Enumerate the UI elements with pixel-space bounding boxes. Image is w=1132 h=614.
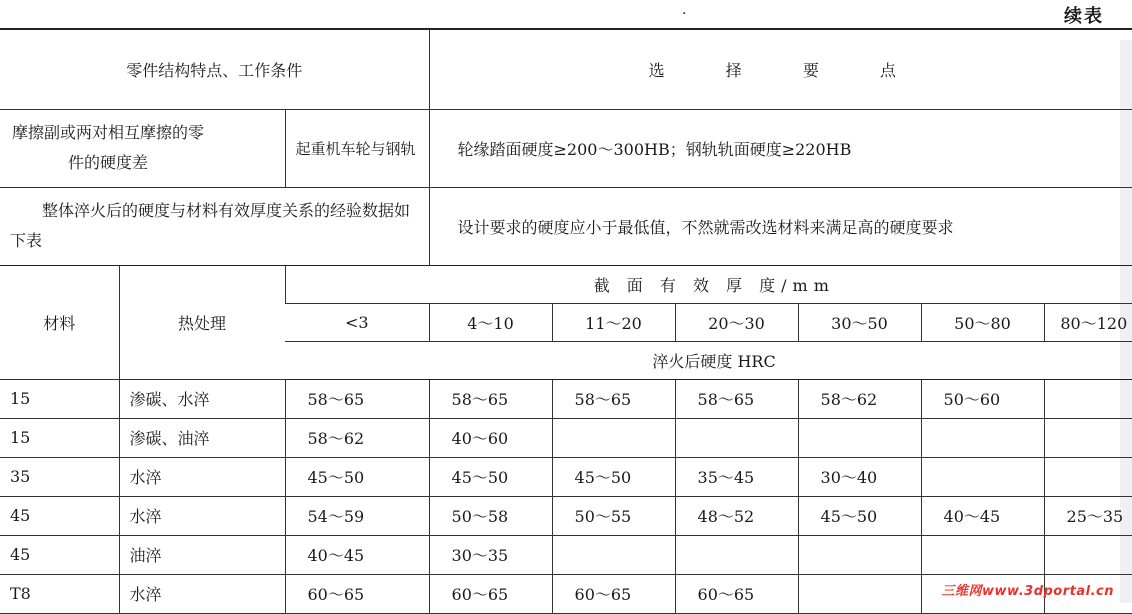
hardness-cell: [921, 457, 1044, 496]
friction-condition: 起重机车轮与钢轨: [285, 109, 429, 187]
material-cell: T8: [0, 574, 119, 613]
continuation-label: 续表: [1064, 6, 1104, 27]
header-conditions: 零件结构特点、工作条件: [0, 29, 429, 109]
thickness-range: <3: [285, 303, 429, 341]
quench-point: 设计要求的硬度应小于最低值，不然就需改选材料来满足高的硬度要求: [429, 187, 1132, 265]
hardness-cell: 60～65: [675, 574, 798, 613]
treatment-cell: 水淬: [119, 574, 285, 613]
hardness-cell: 50～58: [429, 496, 552, 535]
hardness-cell: 60～65: [429, 574, 552, 613]
col-material-header: 材料: [0, 265, 119, 379]
hardness-cell: 54～59: [285, 496, 429, 535]
hardness-cell: [798, 418, 921, 457]
hardness-cell: 30～35: [429, 535, 552, 574]
hardness-cell: [1044, 379, 1132, 418]
hardness-cell: 60～65: [552, 574, 675, 613]
treatment-cell: 渗碳、水淬: [119, 379, 285, 418]
hardness-cell: 45～50: [798, 496, 921, 535]
hardness-cell: 58～65: [429, 379, 552, 418]
col-heat-treatment-header: 热处理: [119, 265, 285, 379]
thickness-range: 80～120: [1044, 303, 1132, 341]
material-cell: 15: [0, 418, 119, 457]
quench-row: [0, 187, 1132, 265]
material-cell: 45: [0, 535, 119, 574]
hardness-cell: [1044, 418, 1132, 457]
treatment-cell: 水淬: [119, 496, 285, 535]
table-row: [0, 418, 1132, 457]
stray-mark: ·: [682, 6, 687, 22]
table-row: [0, 457, 1132, 496]
hardness-cell: [921, 418, 1044, 457]
hardness-cell: 60～65: [285, 574, 429, 613]
treatment-cell: 渗碳、油淬: [119, 418, 285, 457]
thickness-header: 截 面 有 效 厚 度/mm: [285, 265, 1132, 303]
material-cell: 45: [0, 496, 119, 535]
hardness-cell: 48～52: [675, 496, 798, 535]
table-row: [0, 496, 1132, 535]
hardness-cell: 50～60: [921, 379, 1044, 418]
hardness-cell: [1044, 457, 1132, 496]
thickness-range: 50～80: [921, 303, 1044, 341]
friction-category: 摩擦副或两对相互摩擦的零件的硬度差: [0, 109, 285, 187]
thickness-range: 20～30: [675, 303, 798, 341]
header-selection-points: 选 择 要 点: [429, 29, 1132, 109]
subtable-header-row-1: [0, 265, 1132, 303]
hardness-cell: 40～45: [285, 535, 429, 574]
friction-point: 轮缘踏面硬度≥200～300HB；钢轨轨面硬度≥220HB: [429, 109, 1132, 187]
hardness-cell: 45～50: [429, 457, 552, 496]
table-row: [0, 535, 1132, 574]
hardness-cell: 40～45: [921, 496, 1044, 535]
treatment-cell: 水淬: [119, 457, 285, 496]
hardness-cell: 58～62: [798, 379, 921, 418]
hardness-cell: 35～45: [675, 457, 798, 496]
hardness-cell: 40～60: [429, 418, 552, 457]
friction-row: [0, 109, 1132, 187]
table-row: [0, 379, 1132, 418]
header-row: [0, 29, 1132, 109]
site-watermark: 三维网www.3dportal.cn: [941, 584, 1114, 599]
hardness-cell: [921, 535, 1044, 574]
hardness-cell: [552, 535, 675, 574]
hardness-cell: 30～40: [798, 457, 921, 496]
hardness-cell: 45～50: [552, 457, 675, 496]
hardness-cell: 50～55: [552, 496, 675, 535]
material-cell: 15: [0, 379, 119, 418]
hardness-cell: [798, 574, 921, 613]
quench-condition: 整体淬火后的硬度与材料有效厚度关系的经验数据如下表: [0, 187, 429, 265]
thickness-range: 4～10: [429, 303, 552, 341]
hardness-cell: [675, 418, 798, 457]
hardness-cell: 25～35: [1044, 496, 1132, 535]
hardness-cell: [798, 535, 921, 574]
treatment-cell: 油淬: [119, 535, 285, 574]
hardness-cell: [1044, 535, 1132, 574]
hardness-selection-table: [0, 28, 1132, 614]
hardness-cell: 58～65: [675, 379, 798, 418]
hardness-header: 淬火后硬度 HRC: [285, 341, 1132, 379]
hardness-cell: [552, 418, 675, 457]
material-cell: 35: [0, 457, 119, 496]
hardness-cell: [675, 535, 798, 574]
hardness-cell: 58～62: [285, 418, 429, 457]
hardness-cell: 58～65: [285, 379, 429, 418]
thickness-range: 30～50: [798, 303, 921, 341]
hardness-cell: 45～50: [285, 457, 429, 496]
thickness-range: 11～20: [552, 303, 675, 341]
hardness-cell: 58～65: [552, 379, 675, 418]
